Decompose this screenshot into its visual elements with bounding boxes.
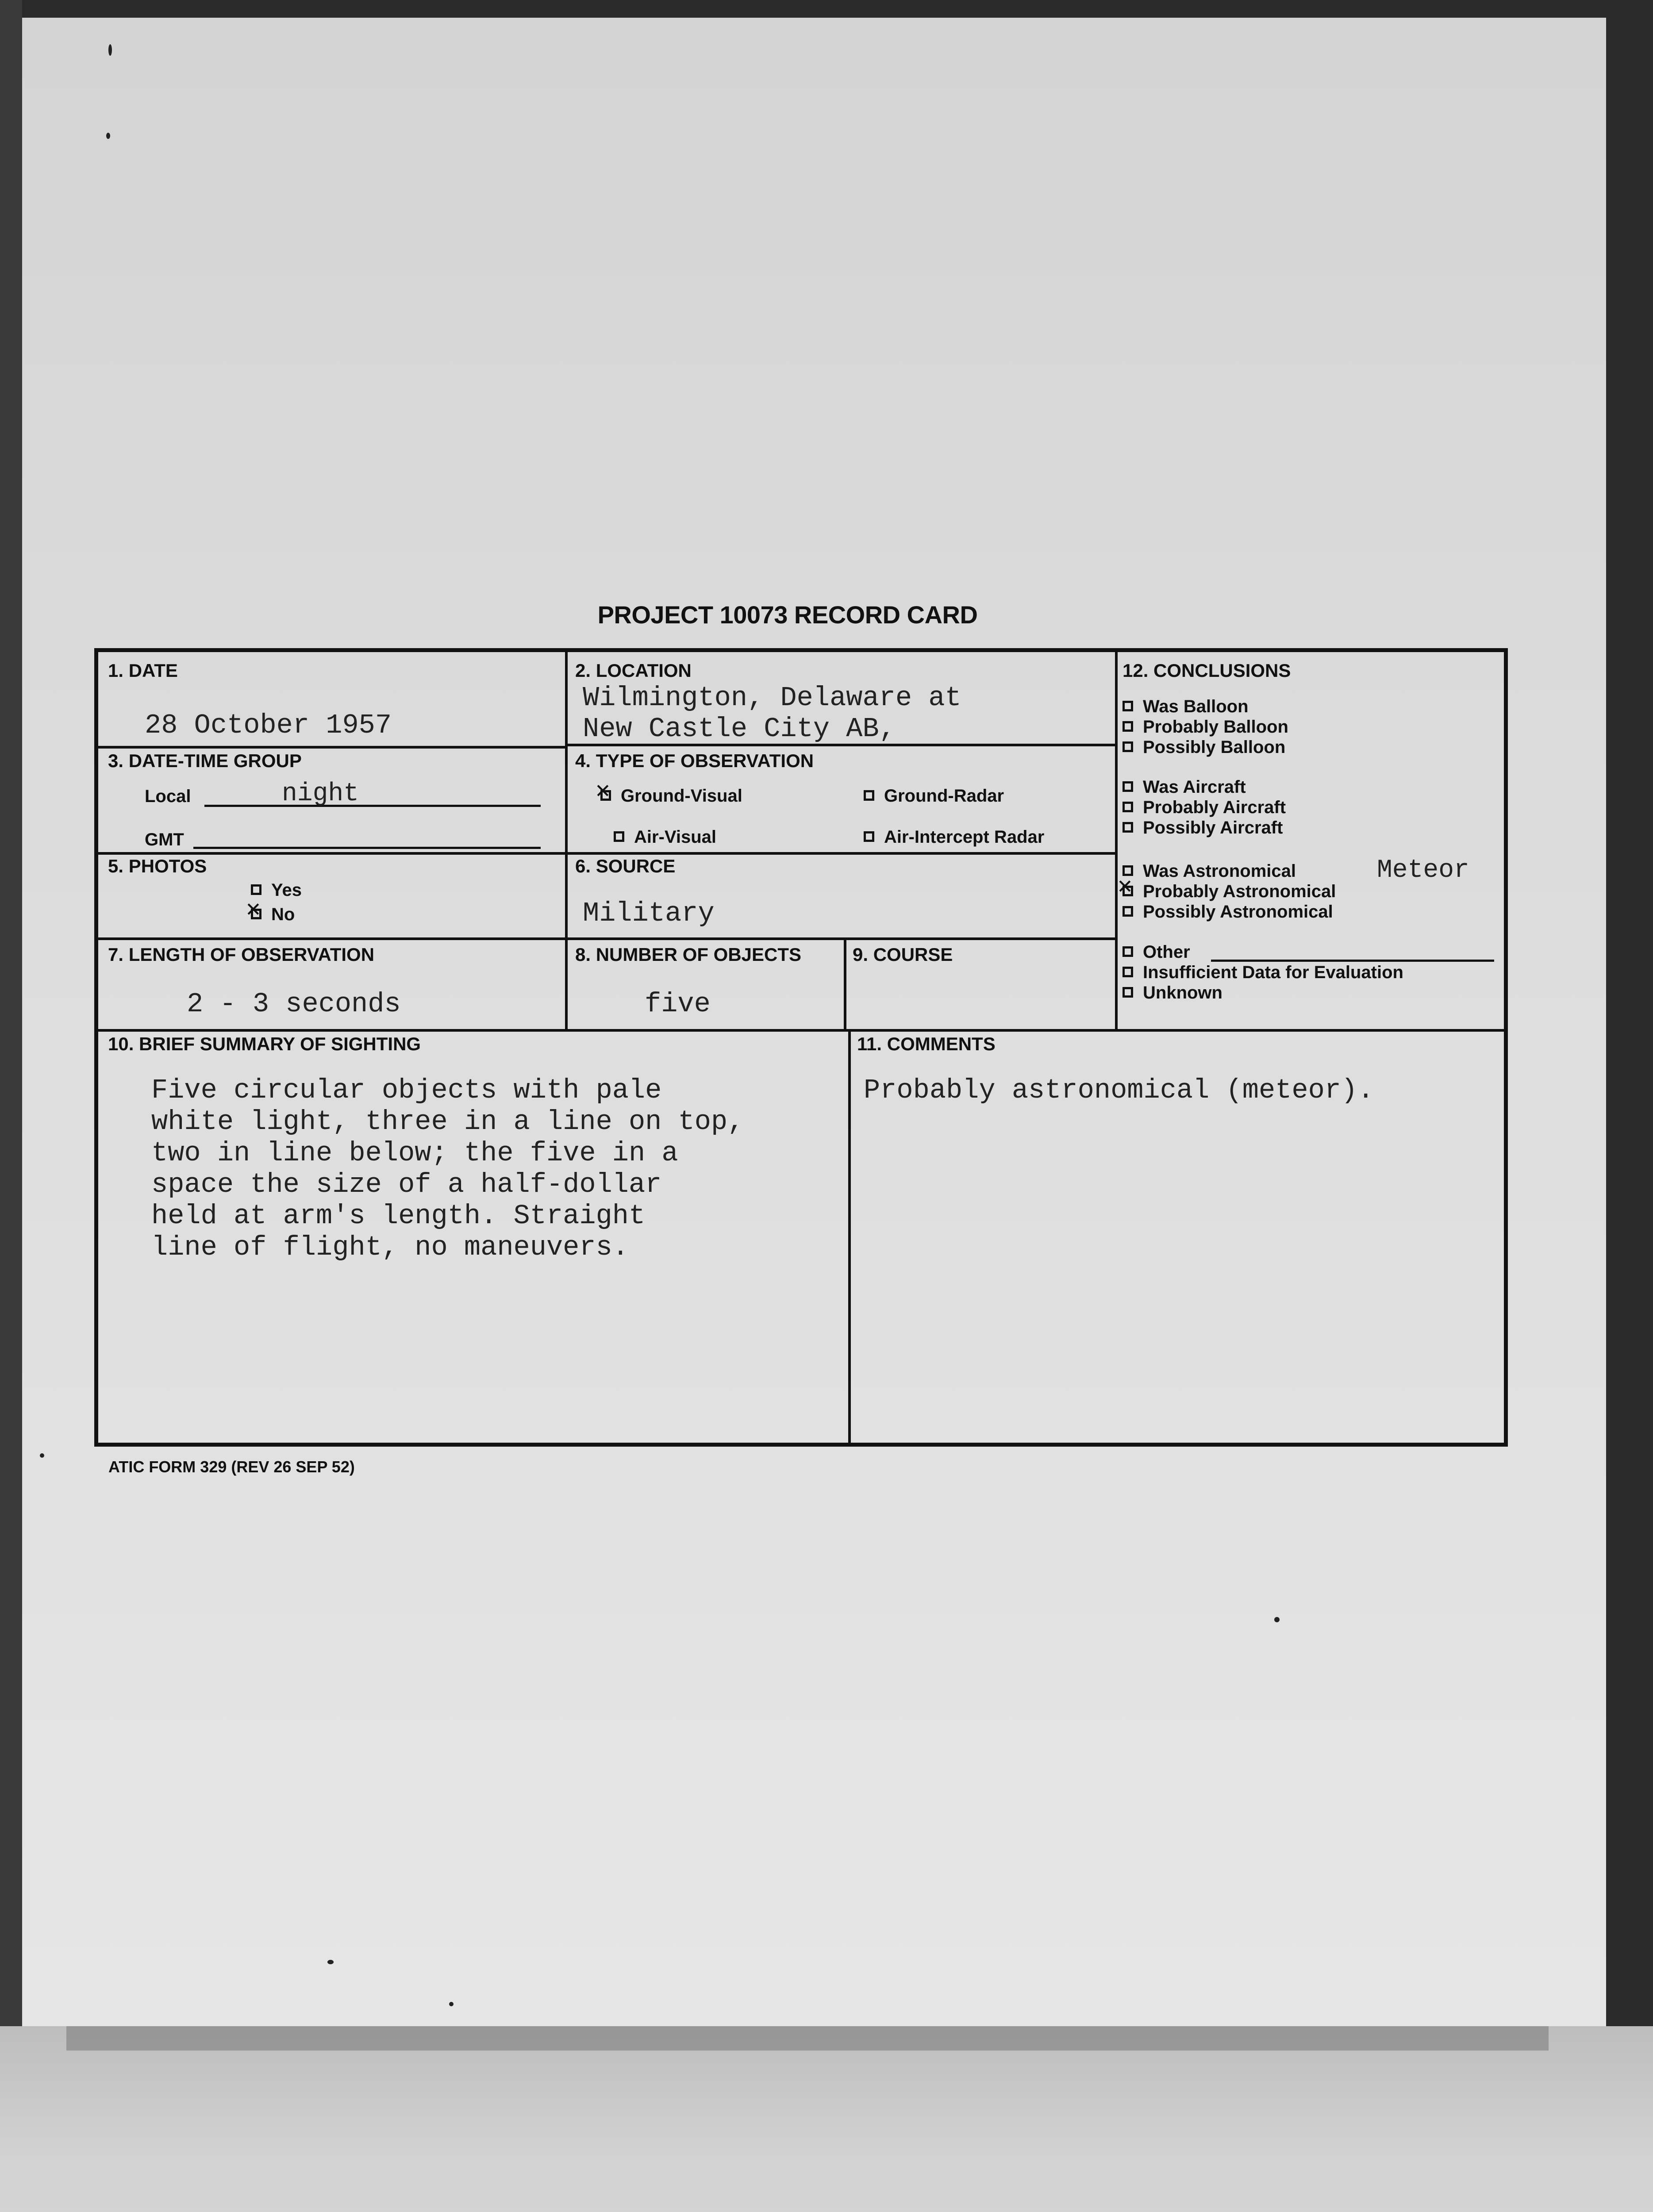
checkbox-checked-icon[interactable] [600, 790, 611, 801]
checkbox-icon[interactable] [1123, 721, 1133, 732]
checkbox-icon[interactable] [864, 831, 874, 842]
summary-line-5: held at arm's length. Straight [151, 1200, 646, 1232]
summary-label: 10. BRIEF SUMMARY OF SIGHTING [108, 1033, 421, 1054]
photos-label: 5. PHOTOS [108, 856, 207, 876]
location-label: 2. LOCATION [575, 660, 692, 681]
conclusions-label: 12. CONCLUSIONS [1123, 660, 1291, 681]
conclusion-possibly-balloon[interactable]: Possibly Balloon [1123, 737, 1285, 757]
rule-photos-bottom [98, 937, 1117, 940]
checkbox-checked-icon[interactable] [251, 909, 261, 919]
summary-line-1: Five circular objects with pale [151, 1075, 662, 1106]
comments-value: Probably astronomical (meteor). [864, 1075, 1374, 1106]
dust-speck [106, 133, 110, 139]
conclusion-probably-balloon[interactable]: Probably Balloon [1123, 717, 1288, 737]
summary-line-3: two in line below; the five in a [151, 1137, 678, 1169]
gmt-label: GMT [145, 830, 184, 849]
checkbox-icon[interactable] [251, 884, 261, 895]
rule-col-comments [848, 1029, 851, 1443]
checkbox-checked-icon[interactable] [1123, 886, 1133, 896]
checkbox-icon[interactable] [1123, 781, 1133, 792]
option-ground-visual[interactable]: ✕Ground-Visual [600, 786, 742, 806]
length-label: 7. LENGTH OF OBSERVATION [108, 944, 375, 965]
option-air-intercept-radar[interactable]: Air-Intercept Radar [864, 827, 1044, 847]
checkbox-icon[interactable] [1123, 802, 1133, 812]
conclusion-other[interactable]: Other [1123, 942, 1190, 962]
checkbox-icon[interactable] [1123, 967, 1133, 977]
scan-edge-left [0, 0, 22, 2026]
checkbox-icon[interactable] [864, 790, 874, 801]
source-value: Military [583, 898, 715, 929]
scan-edge-top [0, 0, 1653, 18]
checkbox-icon[interactable] [1123, 946, 1133, 957]
option-air-visual[interactable]: Air-Visual [614, 827, 716, 847]
rule-date-bottom [98, 746, 567, 749]
checkbox-icon[interactable] [1123, 741, 1133, 752]
source-label: 6. SOURCE [575, 856, 676, 876]
dust-speck [40, 1453, 44, 1458]
local-label: Local [145, 787, 191, 806]
conclusion-was-astronomical[interactable]: Was Astronomical [1123, 861, 1296, 881]
conclusion-unknown[interactable]: Unknown [1123, 983, 1222, 1003]
objects-value: five [645, 988, 711, 1020]
other-field-line [1211, 960, 1494, 962]
summary-line-2: white light, three in a line on top, [151, 1106, 744, 1137]
checkbox-icon[interactable] [1123, 987, 1133, 998]
location-line-2: New Castle City AB, [583, 713, 896, 745]
record-card [94, 648, 1508, 1447]
conclusion-was-balloon[interactable]: Was Balloon [1123, 696, 1249, 717]
dust-speck [1274, 1617, 1280, 1622]
option-ground-radar[interactable]: Ground-Radar [864, 786, 1004, 806]
comments-label: 11. COMMENTS [857, 1033, 996, 1054]
date-label: 1. DATE [108, 660, 178, 681]
card-title: PROJECT 10073 RECORD CARD [597, 601, 978, 629]
location-line-1: Wilmington, Delaware at [583, 682, 961, 714]
local-field-line [204, 805, 541, 807]
dust-speck [449, 2002, 454, 2006]
rule-mid [98, 1029, 1504, 1032]
checkbox-icon[interactable] [614, 831, 624, 842]
objects-label: 8. NUMBER OF OBJECTS [575, 944, 802, 965]
summary-line-4: space the size of a half-dollar [151, 1169, 662, 1200]
scan-edge-right [1606, 0, 1653, 2026]
dust-speck [327, 1960, 334, 1964]
form-identifier: ATIC FORM 329 (REV 26 SEP 52) [108, 1458, 355, 1476]
datetime-label: 3. DATE-TIME GROUP [108, 750, 302, 771]
conclusion-possibly-astronomical[interactable]: Possibly Astronomical [1123, 902, 1333, 922]
conclusion-possibly-aircraft[interactable]: Possibly Aircraft [1123, 818, 1283, 838]
observation-type-label: 4. TYPE OF OBSERVATION [575, 750, 814, 771]
checkbox-icon[interactable] [1123, 865, 1133, 876]
checkbox-icon[interactable] [1123, 701, 1133, 711]
sheet-shadow [66, 2026, 1549, 2051]
checkbox-icon[interactable] [1123, 906, 1133, 917]
summary-line-6: line of flight, no maneuvers. [151, 1232, 629, 1263]
gmt-field-line [193, 847, 541, 849]
conclusion-probably-aircraft[interactable]: Probably Aircraft [1123, 797, 1286, 818]
course-label: 9. COURSE [853, 944, 953, 965]
conclusion-insufficient-data[interactable]: Insufficient Data for Evaluation [1123, 962, 1403, 983]
rule-datetime-bottom [98, 852, 1117, 855]
option-photos-yes[interactable]: Yes [251, 880, 302, 900]
option-photos-no[interactable]: ✕No [251, 904, 295, 925]
scan-background [0, 2026, 1653, 2212]
date-value: 28 October 1957 [145, 710, 392, 741]
conclusion-was-aircraft[interactable]: Was Aircraft [1123, 777, 1246, 797]
checkbox-icon[interactable] [1123, 822, 1133, 833]
local-value: night [282, 780, 359, 808]
rule-col-course [844, 937, 846, 1029]
rule-col1 [565, 652, 568, 1029]
dust-speck [108, 44, 112, 56]
length-value: 2 - 3 seconds [187, 988, 401, 1020]
rule-col-conclusions [1115, 652, 1118, 1029]
conclusion-probably-astronomical[interactable]: ✕Probably Astronomical [1123, 881, 1336, 902]
meteor-note: Meteor [1377, 856, 1469, 885]
